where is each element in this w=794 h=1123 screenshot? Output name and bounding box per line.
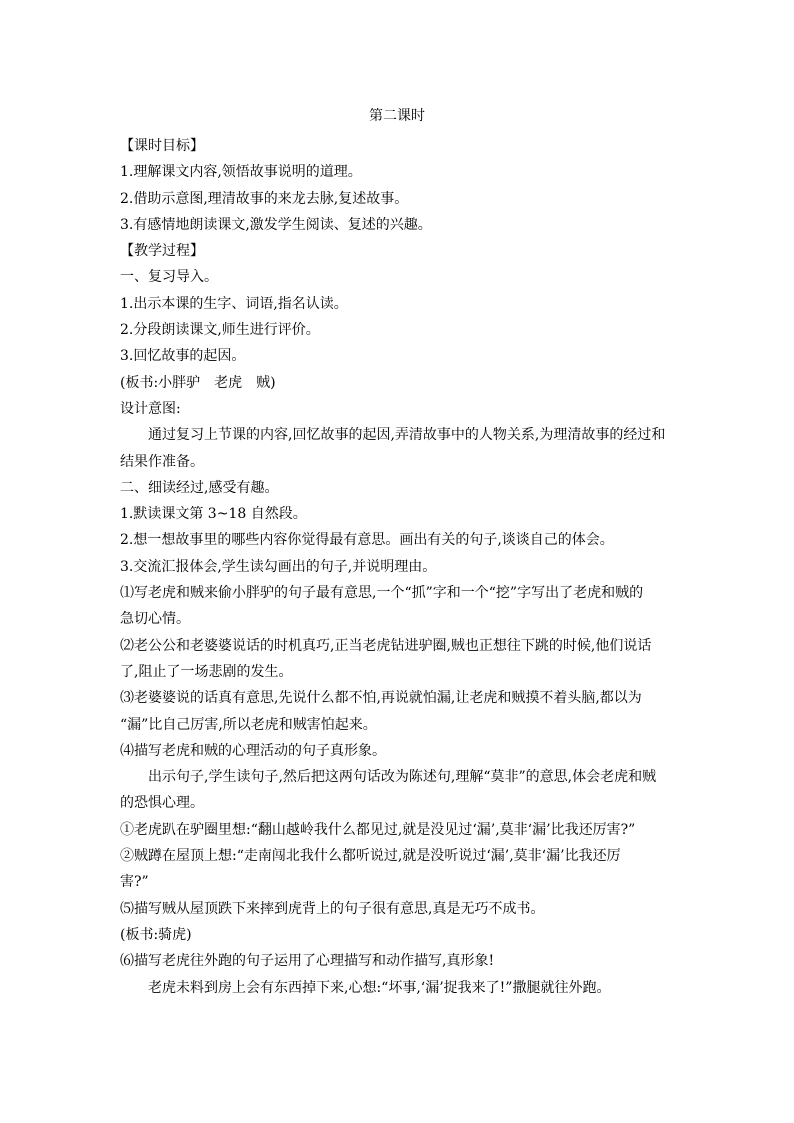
text-line: 1.默读课文第 3~18 自然段。 <box>120 506 307 523</box>
text-line: ①老虎趴在驴圈里想:“翻山越岭我什么都见过,就是没见过‘漏’,莫非‘漏’比我还厉害?” <box>120 821 636 838</box>
text-line: 的恐惧心理。 <box>120 795 204 812</box>
text-line: ⑴写老虎和贼来偷小胖驴的句子最有意思,一个“抓”字和一个“挖”字写出了老虎和贼的 <box>120 585 644 602</box>
text-line: 了,阻止了一场悲剧的发生。 <box>120 663 293 680</box>
text-line: “漏”比自己厉害,所以老虎和贼害怕起来。 <box>120 716 377 733</box>
text-line: 2.想一想故事里的哪些内容你觉得最有意思。画出有关的句子,谈谈自己的体会。 <box>120 532 614 549</box>
text-line: 【课时目标】 <box>120 138 204 154</box>
text-line: 1.出示本课的生字、词语,指名认读。 <box>120 295 348 312</box>
text-line: 出示句子,学生读句子,然后把这两句话改为陈述句,理解“莫非”的意思,体会老虎和贼 <box>148 769 657 786</box>
text-line: (板书:小胖驴 老虎 贼) <box>120 374 276 391</box>
text-line: 通过复习上节课的内容,回忆故事的起因,弄清故事中的人物关系,为理清故事的经过和 <box>148 427 666 444</box>
text-line: 2.分段朗读课文,师生进行评价。 <box>120 322 320 339</box>
text-line: ⑷描写老虎和贼的心理活动的句子真形象。 <box>120 742 386 759</box>
text-line: 1.理解课文内容,领悟故事说明的道理。 <box>120 164 362 181</box>
text-line: ⑸描写贼从屋顶跌下来摔到虎背上的句子很有意思,真是无巧不成书。 <box>120 900 545 917</box>
text-line: 【教学过程】 <box>120 243 204 260</box>
text-line: 2.借助示意图,理清故事的来龙去脉,复述故事。 <box>120 190 409 207</box>
text-line: 3.交流汇报体会,学生读勾画出的句子,并说明理由。 <box>120 558 437 575</box>
text-line: ⑶老婆婆说的话真有意思,先说什么都不怕,再说就怕漏,让老虎和贼摸不着头脑,都以为 <box>120 690 642 707</box>
text-line: 3.有感情地朗读课文,激发学生阅读、复述的兴趣。 <box>120 216 432 233</box>
text-line: ⑵老公公和老婆婆说话的时机真巧,正当老虎钻进驴圈,贼也正想往下跳的时候,他们说话 <box>120 637 652 654</box>
page-title: 第二课时 <box>369 108 425 124</box>
document-body <box>120 133 680 1001</box>
text-line: (板书:骑虎) <box>120 926 192 943</box>
text-line: 结果作准备。 <box>120 453 204 470</box>
text-line: 设计意图: <box>120 400 181 417</box>
text-line: 3.回忆故事的起因。 <box>120 348 246 365</box>
text-line: 急切心情。 <box>120 611 190 628</box>
text-line: ②贼蹲在屋顶上想:“走南闯北我什么都听说过,就是没听说过‘漏’,莫非‘漏’比我还厉 <box>120 848 621 865</box>
text-line: 二、细读经过,感受有趣。 <box>120 479 279 496</box>
text-line: 害?” <box>120 874 149 891</box>
text-line: ⑹描写老虎往外跑的句子运用了心理描写和动作描写,真形象! <box>120 953 495 970</box>
text-line: 老虎未料到房上会有东西掉下来,心想:“坏事,‘漏’捉我来了!”撒腿就往外跑。 <box>148 979 611 996</box>
text-line: 一、复习导入。 <box>120 269 218 286</box>
